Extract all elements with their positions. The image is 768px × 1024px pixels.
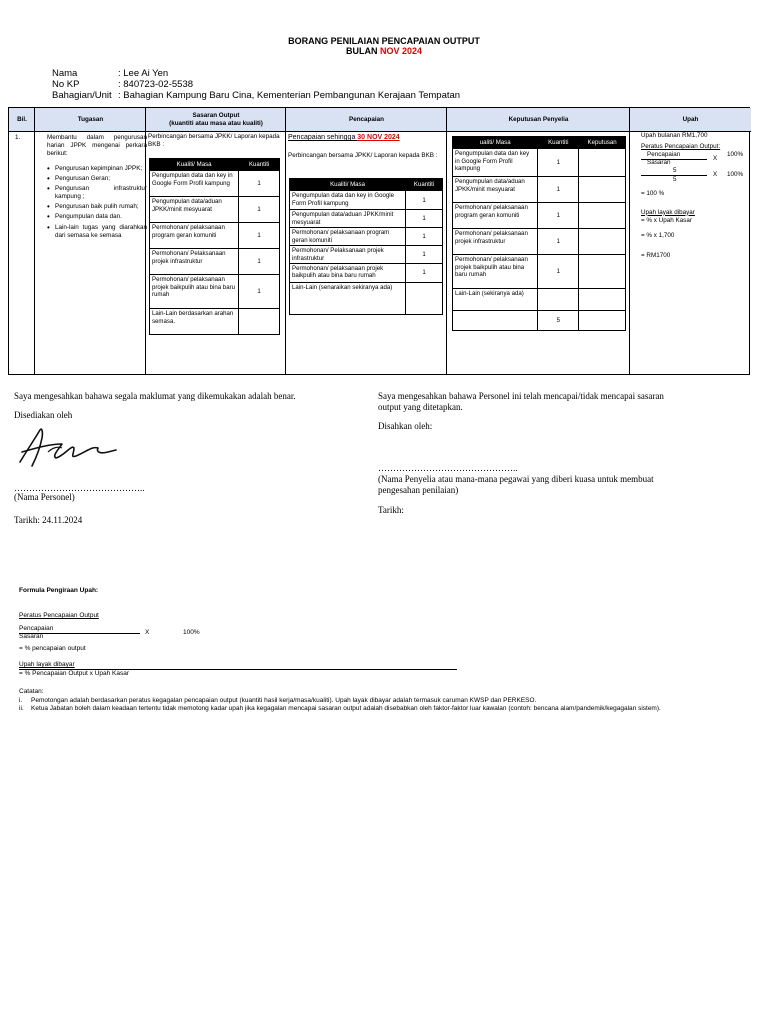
pencapaian-task: Permohonan/ pelaksanaan projek baikpulih atau bina baru rumah	[290, 263, 406, 282]
upah-layak-label: Upah layak dibayar	[641, 208, 695, 216]
sasaran-col-kuantiti: Kuantiti	[239, 159, 280, 171]
pencapaian-heading	[288, 133, 400, 142]
pencapaian-heading-text: Pencapaian sehingga	[288, 134, 358, 141]
sasaran-intro: Perbincangan bersama JPKK/ Laporan kepada BKB :	[148, 133, 280, 149]
keputusan-total-result	[579, 311, 626, 331]
pencapaian-qty: 1	[406, 191, 443, 210]
keputusan-col-keputusan: Keputusan	[579, 137, 626, 149]
list-item: • Lain-lain tugas yang diarahkan dari semasa ke semasa	[47, 224, 147, 240]
table-row	[290, 282, 443, 314]
header-pencapaian: Pencapaian	[349, 116, 384, 124]
nokp-row	[52, 79, 193, 90]
bahagian-label: Bahagian/Unit	[52, 90, 112, 101]
table-row	[150, 309, 280, 335]
pencapaian-qty	[406, 282, 443, 314]
sasaran-table	[149, 158, 280, 335]
upah-100-2: 100%	[727, 171, 744, 179]
formula-x: X	[145, 629, 150, 636]
tugasan-intro: Membantu dalam pengurusan harian JPPK mengenai perkara berikut:	[47, 134, 147, 158]
form-month	[0, 46, 768, 56]
right-statement: Saya mengesahkan bahawa Personel ini telah mencapai/tidak mencapai sasaran output yang ditetapkan.	[378, 391, 664, 412]
table-row	[150, 159, 280, 171]
upah-eq1: = % x Upah Kasar	[641, 216, 692, 224]
pencapaian-task: Permohonan/ Pelaksanaan projek infrastruktur	[290, 246, 406, 264]
dots-right: ………………………………………..	[378, 463, 518, 473]
tugasan-cell	[47, 134, 147, 242]
sasaran-task: Permohonan/ pelaksanaan projek baikpulih atau bina baru rumah	[150, 275, 239, 309]
table-row	[453, 229, 626, 255]
col-bil	[9, 108, 35, 374]
list-item	[19, 697, 705, 705]
sasaran-task: Permohonan/ Pelaksanaan projek infrastruktur	[150, 249, 239, 275]
upah-eq3: = RM1700	[641, 252, 671, 260]
sasaran-task: Pengumpulan data/aduan JPKK/minit mesyuarat	[150, 197, 239, 223]
bahagian-value: : Bahagian Kampung Baru Cina, Kementerian Pembangunan Kerajaan Tempatan	[118, 90, 461, 101]
table-row	[453, 289, 626, 311]
pencapaian-col-kualiti: Kualiti/ Masa	[290, 179, 406, 191]
table-row	[453, 203, 626, 229]
table-row	[290, 191, 443, 210]
nokp-value: : 840723-02-5538	[118, 79, 194, 90]
pencapaian-task: Lain-Lain (senaraikan sekiranya ada)	[290, 282, 406, 314]
table-row	[453, 137, 626, 149]
nama-penyelia: (Nama Penyelia atau mana-mana pegawai yang diberi kuasa untuk membuat pengesahan penilaian)	[378, 474, 654, 495]
formula-layak-label: Upah layak dibayar	[19, 661, 75, 668]
disediakan-label: Disediakan oleh	[14, 410, 73, 420]
keputusan-result	[579, 289, 626, 311]
pencapaian-task: Pengumpulan data dan key in Google Form Profil kampung	[290, 191, 406, 210]
keputusan-qty	[538, 289, 579, 311]
catatan-list	[19, 697, 705, 714]
upah-x-2: X	[713, 171, 718, 179]
disahkan-label: Disahkan oleh:	[378, 421, 433, 431]
formula-eq-pct: = % pencapaian output	[19, 645, 86, 652]
upah-bulanan: Upah bulanan RM1,700	[641, 132, 708, 139]
sasaran-qty	[239, 309, 280, 335]
pencapaian-qty: 1	[406, 263, 443, 282]
keputusan-task: Permohonan/ pelaksanaan projek infrastruktur	[453, 229, 538, 255]
list-item: • Pengurusan baik pulih rumah;	[47, 203, 147, 211]
nama-value: : Lee Ai Yen	[118, 68, 169, 79]
tugasan-list	[47, 165, 147, 240]
table-row	[150, 171, 280, 197]
catatan-text: Pemotongan adalah berdasarkan peratus kegagalan pencapaian output (kuantiti hasil kerja/masa/kualiti). Upah layak dibayar adalah termasuk caruman KWSP dan PERKESO.	[31, 697, 537, 704]
sasaran-task: Permohonan/ pelaksanaan program geran komuniti	[150, 223, 239, 249]
formula-sasaran: Sasaran	[19, 633, 44, 640]
table-row	[290, 263, 443, 282]
header-sasaran	[146, 108, 286, 132]
keputusan-qty: 1	[538, 149, 579, 177]
nama-row	[52, 68, 168, 79]
keputusan-total-label	[453, 311, 538, 331]
keputusan-col-kuantiti: Kuantiti	[538, 137, 579, 149]
upah-pencapaian: Pencapaian	[647, 151, 681, 159]
catatan-text: Ketua Jabatan boleh dalam keadaan tertentu tidak memotong kadar upah jika kegagalan mencapai sasaran output adalah disebabkan oleh faktor-faktor luar kawalan (contoh: bencana alam/pandemik/kegagalan sistem).	[31, 705, 661, 713]
list-item: • Pengurusan Geran;	[47, 175, 147, 183]
pencapaian-task: Pengumpulan data/aduan JPKK/minit mesyuarat	[290, 210, 406, 228]
assessment-table	[8, 107, 750, 375]
list-item	[19, 705, 705, 713]
bil-value: 1.	[15, 134, 21, 141]
upah-x: X	[713, 155, 718, 163]
keputusan-qty: 1	[538, 255, 579, 289]
upah-peratus-label: Peratus Pencapaian Output:	[641, 143, 721, 151]
left-statement: Saya mengesahkan bahawa segala maklumat yang dikemukakan adalah benar.	[14, 391, 296, 401]
pencapaian-intro: Perbincangan bersama JPKK/ Laporan kepada BKB :	[288, 152, 438, 159]
keputusan-task: Lain-Lain (sekiranya ada)	[453, 289, 538, 311]
signature-image	[12, 422, 122, 472]
header-upah: Upah	[682, 116, 699, 124]
pencapaian-qty: 1	[406, 228, 443, 246]
pencapaian-qty: 1	[406, 246, 443, 264]
month-value: NOV 2024	[379, 46, 423, 56]
pencapaian-qty: 1	[406, 210, 443, 228]
upah-100: 100%	[727, 151, 744, 159]
catatan-num: i.	[19, 697, 23, 704]
upah-eq100: = 100 %	[641, 190, 665, 198]
upah-fraction	[641, 151, 753, 185]
list-item: • Pengumpulan data dan.	[47, 213, 147, 221]
list-item: • Pengurusan kepimpinan JPPK;	[47, 165, 147, 173]
dots-left: ……………………………………..	[14, 483, 145, 493]
keputusan-total: 5	[538, 311, 579, 331]
upah-num5: 5	[673, 167, 677, 175]
bahagian-row	[52, 90, 460, 101]
list-item: • Pengurusan infrastruktur kampung ;	[47, 185, 147, 201]
upah-cell	[641, 132, 753, 260]
header-bil: Bil.	[17, 116, 27, 124]
keputusan-qty: 1	[538, 177, 579, 203]
keputusan-task: Permohonan/ pelaksanaan program geran komuniti	[453, 203, 538, 229]
table-row	[150, 197, 280, 223]
pencapaian-col-kuantiti: Kuantiti	[406, 179, 443, 191]
sasaran-qty: 1	[239, 223, 280, 249]
sasaran-task: Lain-Lain berdasarkan arahan semasa.	[150, 309, 239, 335]
table-row	[290, 210, 443, 228]
keputusan-task: Pengumpulan data/aduan JPKK/minit mesyuarat	[453, 177, 538, 203]
header-tugasan: Tugasan	[77, 116, 104, 124]
formula-eq-layak: = % Pencapaian Output x Upah Kasar	[19, 670, 130, 677]
formula-pencapaian: Pencapaian	[19, 625, 54, 632]
formula-title: Formula Pengiraan Upah:	[19, 587, 99, 594]
table-row	[453, 255, 626, 289]
nokp-label: No KP	[52, 79, 80, 90]
table-row	[290, 179, 443, 191]
table-row	[290, 246, 443, 264]
formula-100: 100%	[183, 629, 200, 636]
keputusan-qty: 1	[538, 229, 579, 255]
sasaran-qty: 1	[239, 197, 280, 223]
upah-den5: 5	[673, 176, 677, 184]
table-row	[453, 177, 626, 203]
upah-sasaran: Sasaran	[647, 159, 671, 167]
table-row	[150, 249, 280, 275]
table-row	[453, 311, 626, 331]
keputusan-result	[579, 177, 626, 203]
keputusan-result	[579, 149, 626, 177]
table-row	[453, 149, 626, 177]
pencapaian-heading-date: 30 NOV 2024	[357, 134, 400, 141]
header-keputusan: Keputusan Penyelia	[508, 116, 569, 124]
tarikh-right: Tarikh:	[378, 505, 404, 515]
keputusan-qty: 1	[538, 203, 579, 229]
catatan-num: ii.	[19, 705, 24, 713]
month-prefix: BULAN	[345, 46, 380, 56]
header-sasaran-line1: Sasaran Output	[192, 112, 240, 120]
header-sasaran-line2: (kuantiti atau masa atau kualiti)	[169, 120, 263, 127]
nama-personel: (Nama Personel)	[14, 492, 75, 502]
keputusan-task: Pengumpulan data dan key in Google Form Profil kampung	[453, 149, 538, 177]
pencapaian-table	[289, 178, 443, 315]
sasaran-qty: 1	[239, 249, 280, 275]
keputusan-result	[579, 255, 626, 289]
pencapaian-task: Permohonan/ pelaksanaan program geran komuniti	[290, 228, 406, 246]
sasaran-task: Pengumpulan data dan key in Google Form Profil kampung	[150, 171, 239, 197]
form-title: BORANG PENILAIAN PENCAPAIAN OUTPUT	[288, 36, 480, 46]
keputusan-task: Permohonan/ pelaksanaan projek baikpulih atau bina baru rumah	[453, 255, 538, 289]
sasaran-col-kualiti: Kualiti/ Masa	[150, 159, 239, 171]
keputusan-table	[452, 136, 626, 331]
sasaran-qty: 1	[239, 171, 280, 197]
formula-peratus-label: Peratus Pencapaian Output	[19, 612, 99, 619]
table-row	[290, 228, 443, 246]
upah-eq2: = % x 1,700	[641, 231, 675, 239]
nama-label: Nama	[52, 68, 78, 79]
sasaran-qty: 1	[239, 275, 280, 309]
table-row	[150, 223, 280, 249]
tarikh-left: Tarikh: 24.11.2024	[14, 515, 83, 525]
catatan-title: Catatan:	[19, 688, 44, 695]
keputusan-result	[579, 229, 626, 255]
keputusan-col-kualiti: ualiti/ Masa	[453, 137, 538, 149]
keputusan-result	[579, 203, 626, 229]
table-row	[150, 275, 280, 309]
